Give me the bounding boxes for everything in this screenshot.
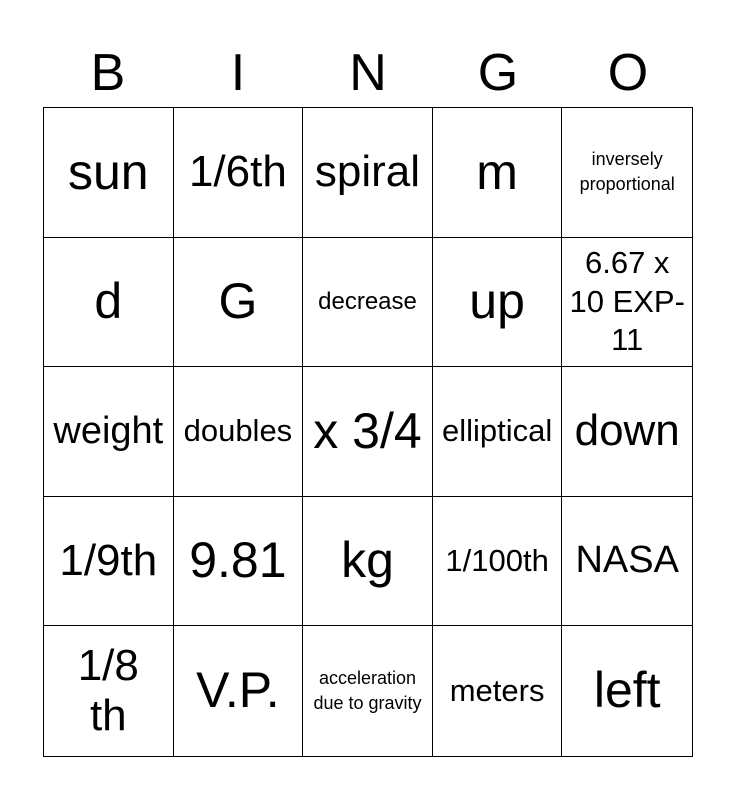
bingo-board: [43, 107, 693, 757]
bingo-cell-r4-c1[interactable]: 1/9th: [44, 497, 174, 627]
bingo-cell-r4-c2[interactable]: 9.81: [174, 497, 304, 627]
bingo-cell-r5-c4[interactable]: meters: [433, 626, 563, 756]
bingo-cell-r4-c5[interactable]: NASA: [562, 497, 692, 627]
header-letter-n: N: [349, 44, 387, 102]
bingo-cell-r4-c4[interactable]: 1/100th: [433, 497, 563, 627]
bingo-cell-r3-c1[interactable]: weight: [44, 367, 174, 497]
bingo-cell-r3-c3[interactable]: x 3/4: [303, 367, 433, 497]
bingo-cell-r1-c2[interactable]: 1/6th: [174, 108, 304, 238]
header-letter-g: G: [477, 44, 519, 102]
bingo-cell-r4-c3[interactable]: kg: [303, 497, 433, 627]
bingo-cell-r3-c4[interactable]: elliptical: [433, 367, 563, 497]
header-letter-i: I: [230, 44, 246, 102]
header-letter-o: O: [607, 44, 649, 102]
bingo-cell-r5-c2[interactable]: V.P.: [174, 626, 304, 756]
bingo-header: [43, 38, 693, 108]
header-letter-b: B: [90, 44, 126, 102]
bingo-cell-r3-c5[interactable]: down: [562, 367, 692, 497]
bingo-cell-r1-c1[interactable]: sun: [44, 108, 174, 238]
bingo-cell-r1-c5[interactable]: inversely proportional: [562, 108, 692, 238]
bingo-cell-r2-c3[interactable]: decrease: [303, 238, 433, 368]
bingo-cell-r2-c2[interactable]: G: [174, 238, 304, 368]
bingo-cell-r5-c3[interactable]: acceleration due to gravity: [303, 626, 433, 756]
bingo-cell-r2-c5[interactable]: 6.67 x 10 EXP-11: [562, 238, 692, 368]
bingo-cell-r2-c4[interactable]: up: [433, 238, 563, 368]
bingo-cell-r5-c1[interactable]: 1/8 th: [44, 626, 174, 756]
bingo-cell-r1-c4[interactable]: m: [433, 108, 563, 238]
bingo-cell-r3-c2[interactable]: doubles: [174, 367, 304, 497]
bingo-cell-r5-c5[interactable]: left: [593, 662, 661, 719]
bingo-cell-r2-c1[interactable]: d: [44, 238, 174, 368]
bingo-cell-r1-c3[interactable]: spiral: [303, 108, 433, 238]
